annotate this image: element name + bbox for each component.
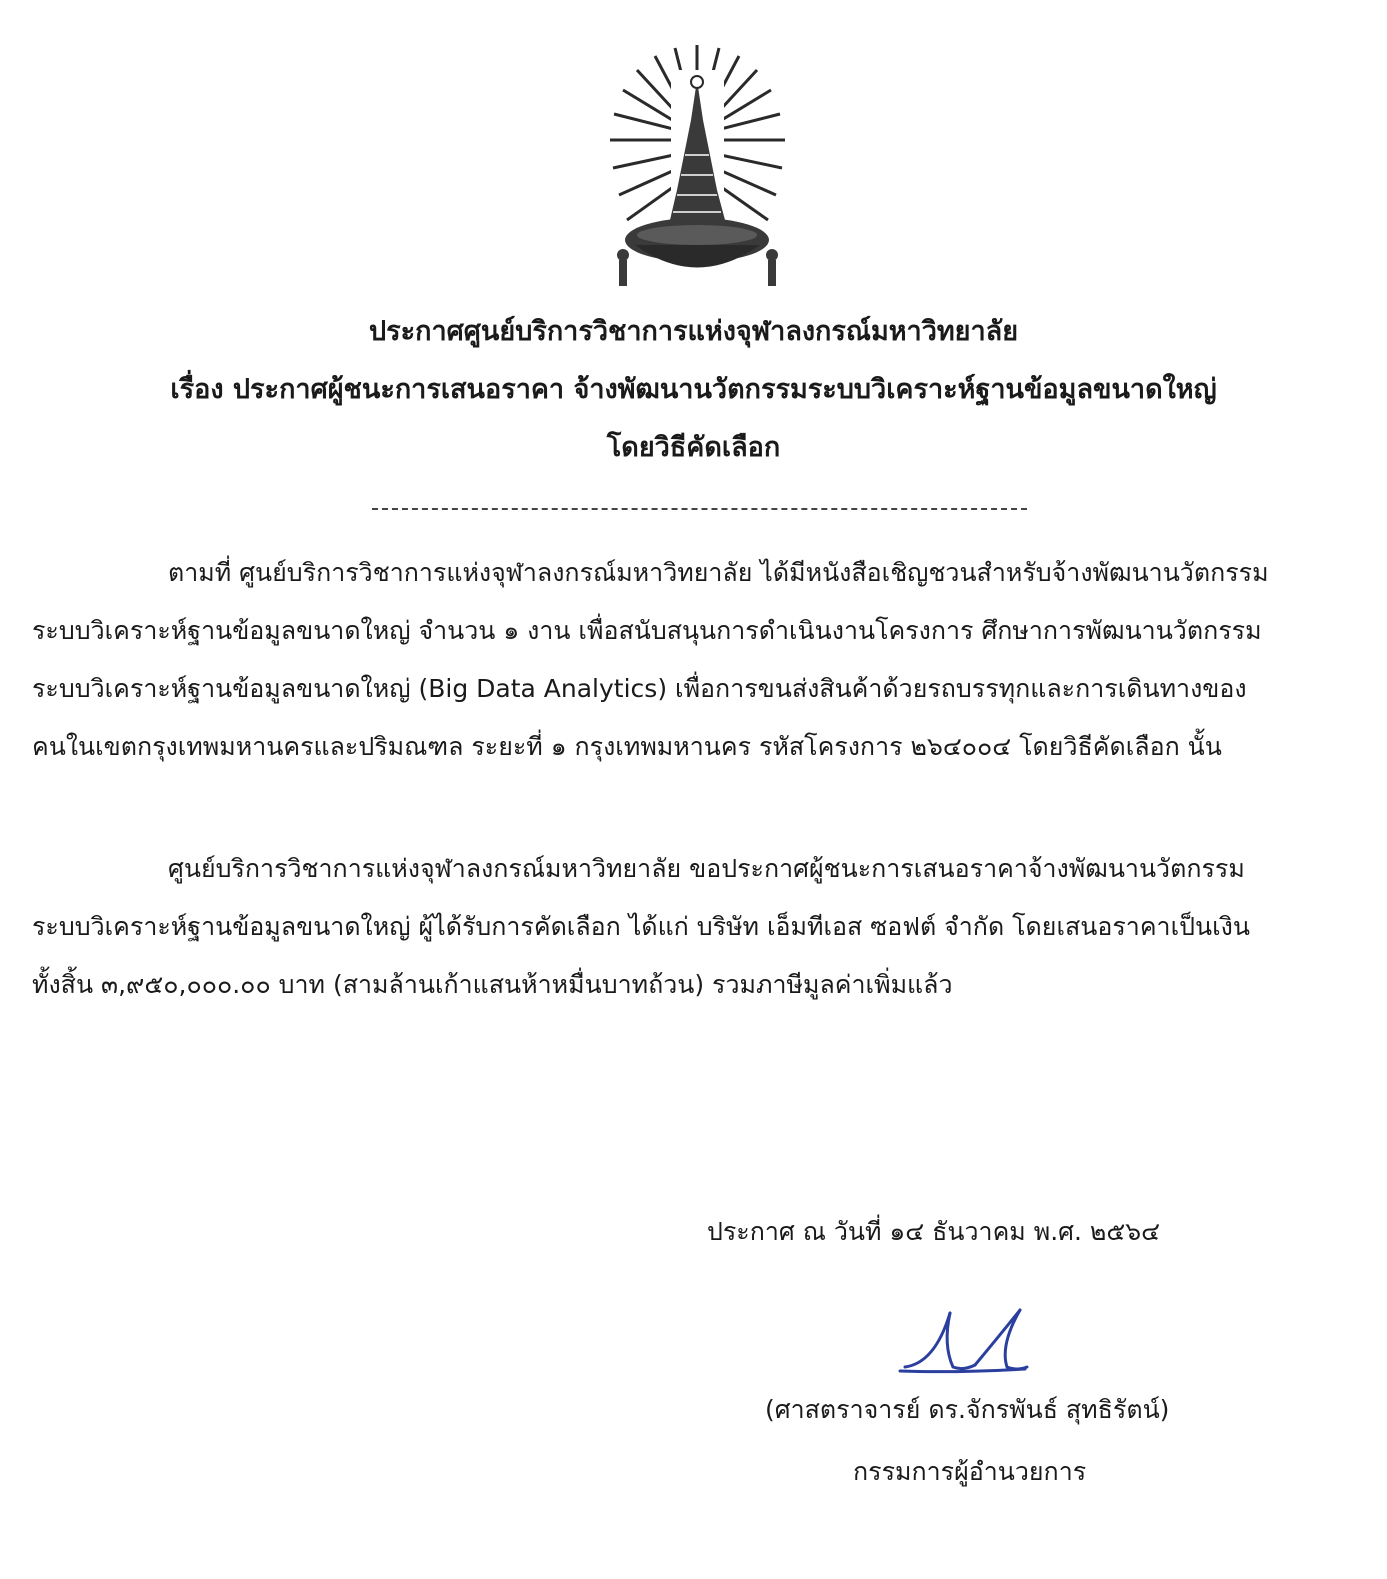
signer-name: (ศาสตราจารย์ ดร.จักรพันธ์ สุทธิรัตน์) [765,1395,1170,1424]
university-emblem-icon [605,40,790,295]
announcement-method: โดยวิธีคัดเลือก [606,432,781,463]
signature-icon [895,1305,1035,1385]
paragraph-1-line-1: ตามที่ ศูนย์บริการวิชาการแห่งจุฬาลงกรณ์มหาวิทยาลัย ได้มีหนังสือเชิญชวนสำหรับจ้างพัฒนานวัตกรรม [168,558,1269,587]
paragraph-1-line-2: ระบบวิเคราะห์ฐานข้อมูลขนาดใหญ่ จำนวน ๑ งาน เพื่อสนับสนุนการดำเนินงานโครงการ ศึกษาการพัฒนานวัตกรรม [32,616,1262,645]
announcement-title: ประกาศศูนย์บริการวิชาการแห่งจุฬาลงกรณ์มหาวิทยาลัย [368,316,1019,347]
paragraph-1-line-4: คนในเขตกรุงเทพมหานครและปริมณฑล ระยะที่ ๑ กรุงเทพมหานคร รหัสโครงการ ๒๖๔๐๐๔ โดยวิธีคัดเลือก นั้น [32,732,1222,761]
paragraph-2-line-2: ระบบวิเคราะห์ฐานข้อมูลขนาดใหญ่ ผู้ได้รับการคัดเลือก ได้แก่ บริษัท เอ็มทีเอส ซอฟต์ จำกัด โดยเสนอราคาเป็นเงิน [32,912,1250,941]
paragraph-2-line-1: ศูนย์บริการวิชาการแห่งจุฬาลงกรณ์มหาวิทยาลัย ขอประกาศผู้ชนะการเสนอราคาจ้างพัฒนานวัตกรรม [168,854,1245,883]
announcement-date: ประกาศ ณ วันที่ ๑๔ ธันวาคม พ.ศ. ๒๕๖๔ [707,1217,1161,1246]
announcement-subject: เรื่อง ประกาศผู้ชนะการเสนอราคา จ้างพัฒนานวัตกรรมระบบวิเคราะห์ฐานข้อมูลขนาดใหญ่ [170,374,1217,405]
title-divider [372,508,1027,510]
paragraph-2-line-3: ทั้งสิ้น ๓,๙๕๐,๐๐๐.๐๐ บาท (สามล้านเก้าแสนห้าหมื่นบาทถ้วน) รวมภาษีมูลค่าเพิ่มแล้ว [32,970,953,999]
paragraph-1-line-3: ระบบวิเคราะห์ฐานข้อมูลขนาดใหญ่ (Big Data Analytics) เพื่อการขนส่งสินค้าด้วยรถบรรทุกและการเดินทางของ [32,674,1247,703]
signer-title: กรรมการผู้อำนวยการ [853,1457,1087,1486]
